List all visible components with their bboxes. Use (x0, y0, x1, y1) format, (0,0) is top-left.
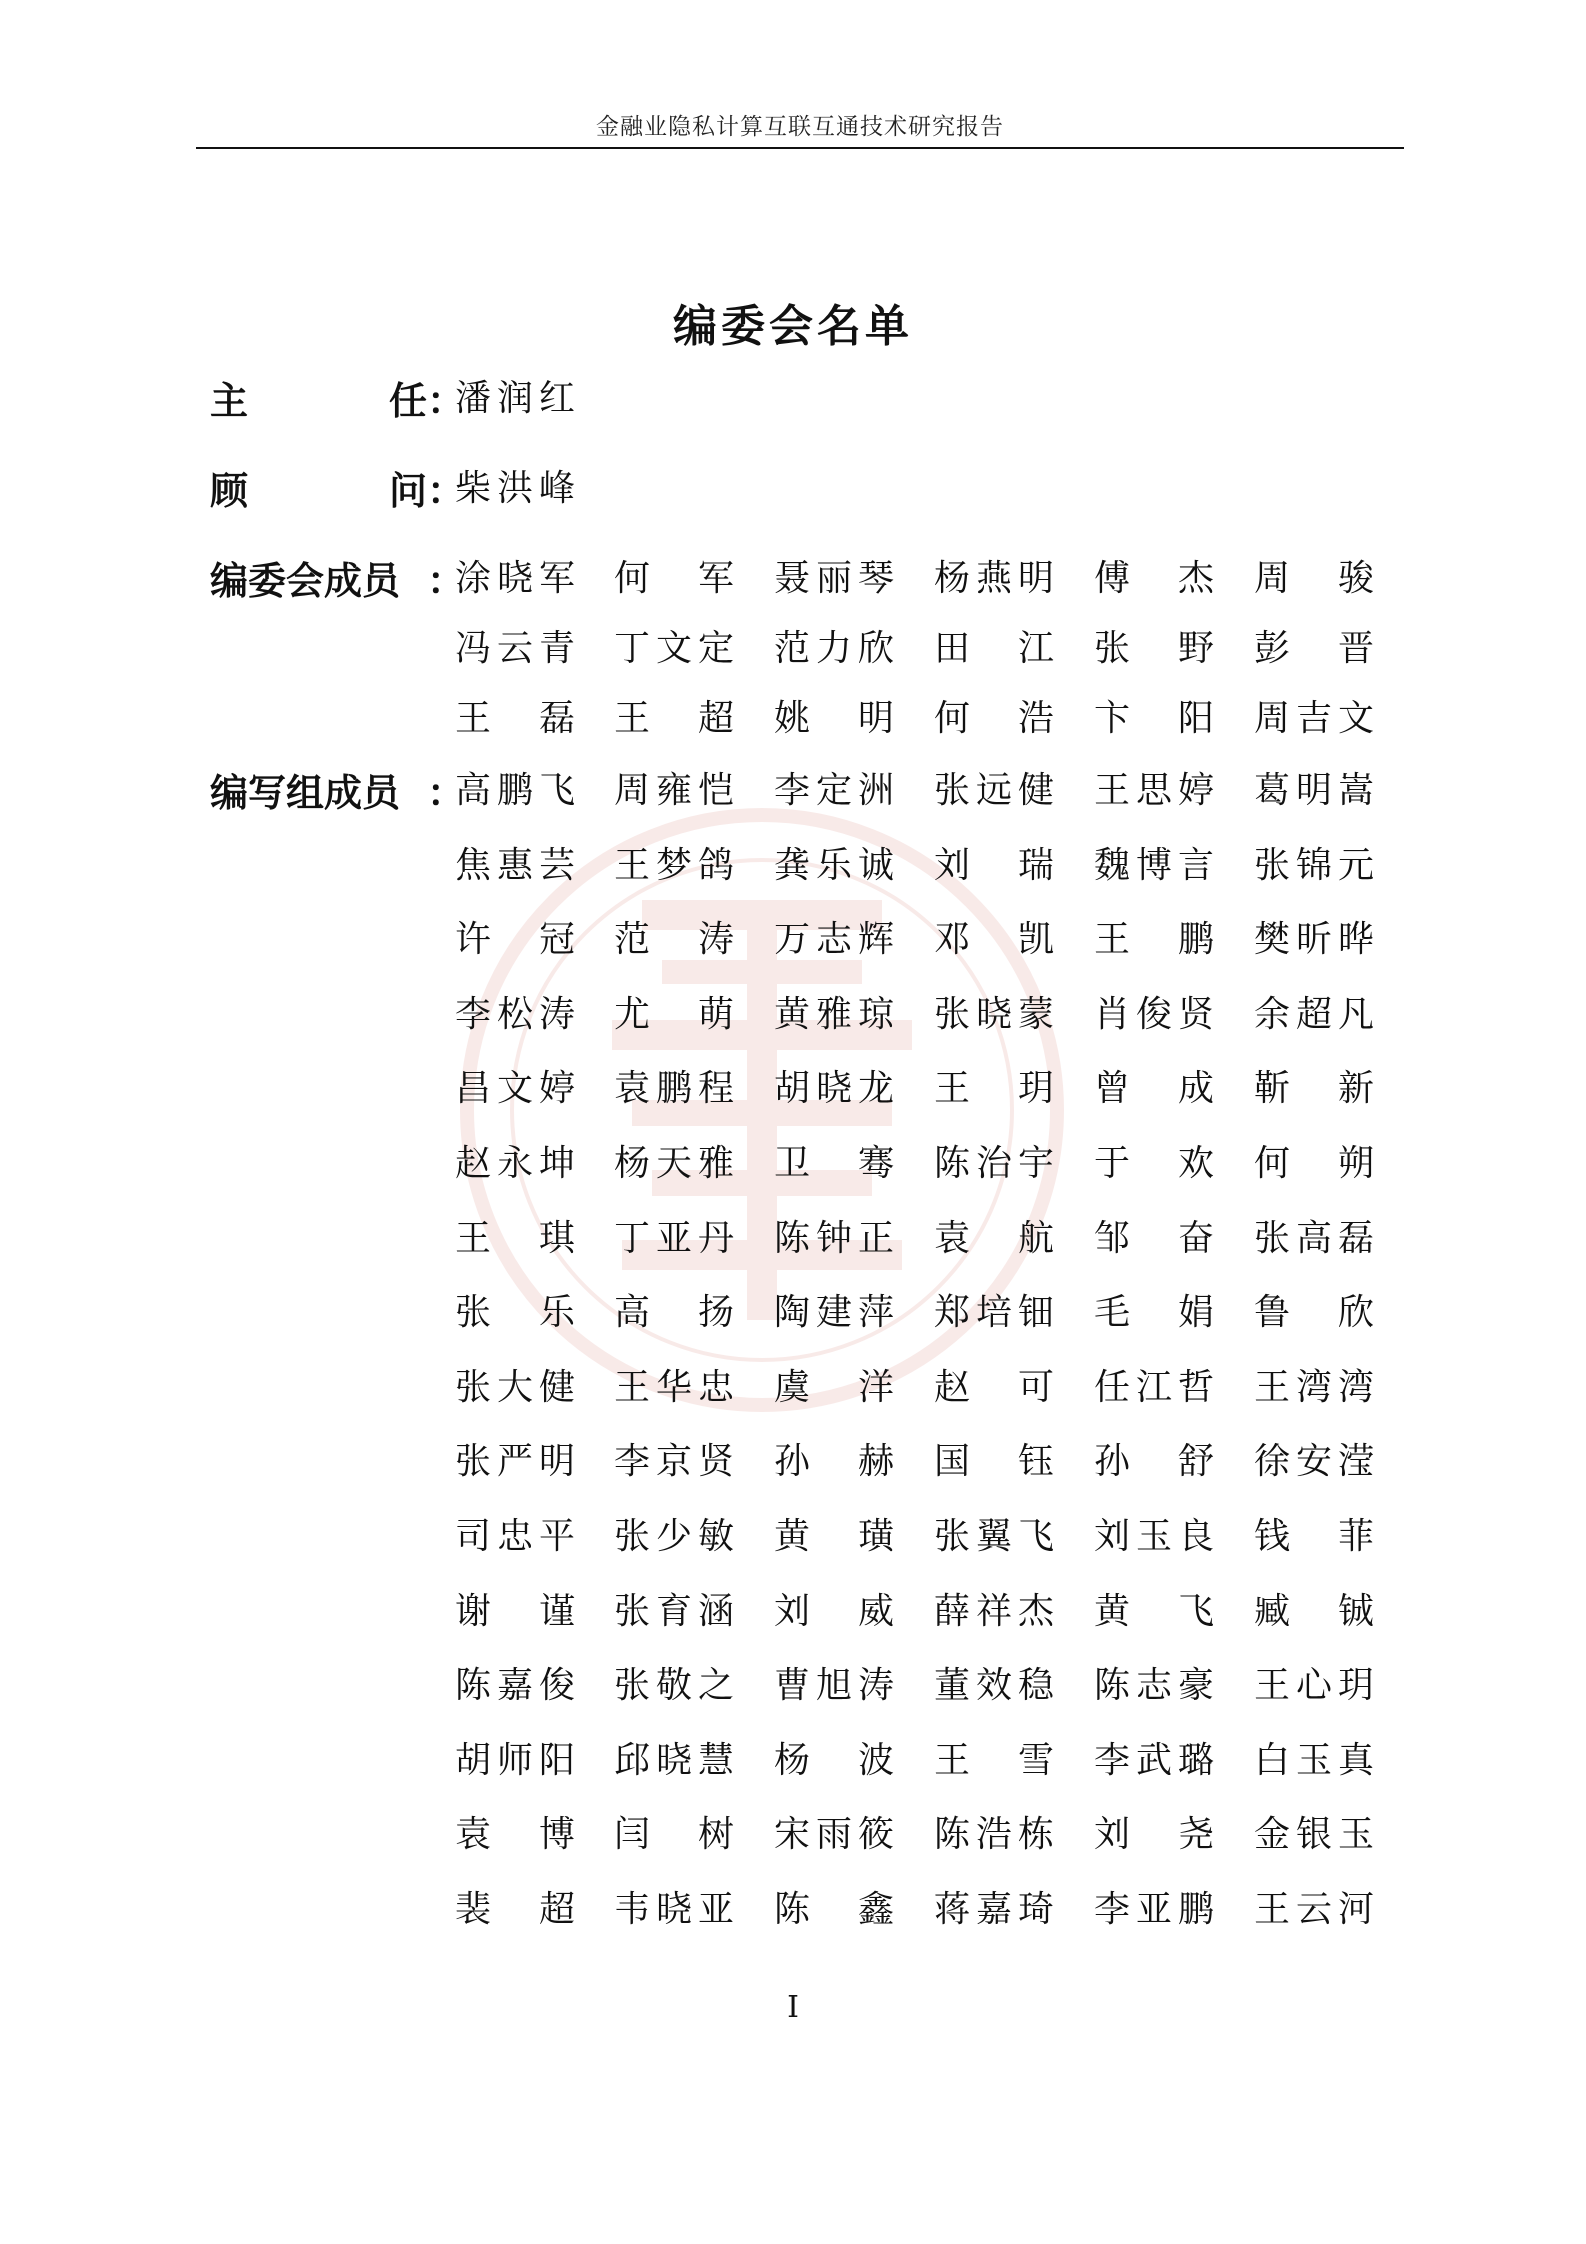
writer-member-name: 张 乐 (455, 1292, 575, 1334)
writer-member-name: 张远健 (934, 770, 1054, 811)
committee-member-name: 姚 明 (774, 698, 894, 739)
committee-member-name: 张 野 (1094, 628, 1214, 669)
writer-member-name: 张育涵 (614, 1590, 734, 1632)
writer-member-name: 张少敏 (614, 1516, 734, 1557)
writer-member-name: 葛明嵩 (1254, 770, 1374, 811)
writer-member-name: 钱 菲 (1254, 1516, 1374, 1557)
writer-member-name: 李松涛 (455, 993, 575, 1035)
writer-member-name: 邱晓慧 (614, 1739, 734, 1781)
writer-member-name: 毛 娟 (1094, 1292, 1214, 1334)
committee-member-name: 王 超 (614, 698, 734, 739)
writer-member-name: 郑培钿 (934, 1292, 1054, 1334)
writer-member-name: 昌文婷 (455, 1068, 575, 1110)
committee-member-name: 彭 晋 (1254, 628, 1374, 669)
writer-member-name: 王 玥 (934, 1068, 1054, 1110)
writer-member-name: 尤 萌 (614, 993, 734, 1035)
writer-member-name: 李亚鹏 (1094, 1889, 1214, 1930)
writer-member-name: 赵 可 (934, 1366, 1054, 1408)
writer-member-name: 何 朔 (1254, 1143, 1374, 1184)
writer-member-name: 高鹏飞 (455, 770, 575, 811)
writer-member-name: 李京贤 (614, 1441, 734, 1483)
director-name: 潘润红 (455, 378, 575, 419)
writer-member-name: 邹 奋 (1094, 1217, 1214, 1259)
writer-member-name: 丁亚丹 (614, 1217, 734, 1259)
writer-member-name: 范 涛 (614, 919, 734, 961)
writer-member-name: 孙 赫 (774, 1441, 894, 1483)
writer-member-name: 司忠平 (455, 1516, 575, 1557)
writer-member-name: 董效稳 (934, 1665, 1054, 1707)
committee-member-name: 聂丽琴 (774, 558, 894, 599)
writer-member-name: 卫 骞 (774, 1143, 894, 1184)
writer-member-name: 李武璐 (1094, 1739, 1214, 1781)
writer-member-name: 靳 新 (1254, 1068, 1374, 1110)
committee-member-name: 周 骏 (1254, 558, 1374, 599)
writer-member-name: 薛祥杰 (934, 1590, 1054, 1632)
committee-member-name: 涂晓军 (455, 558, 575, 599)
writer-member-name: 谢 谨 (455, 1590, 575, 1632)
writer-member-name: 余超凡 (1254, 993, 1374, 1035)
writer-member-name: 徐安滢 (1254, 1441, 1374, 1483)
committee-member-name: 何 浩 (934, 698, 1054, 739)
writer-member-name: 蒋嘉琦 (934, 1889, 1054, 1930)
writer-member-name: 陈嘉俊 (455, 1665, 575, 1707)
writer-member-name: 黄 璜 (774, 1516, 894, 1557)
writer-member-name: 裴 超 (455, 1889, 575, 1930)
committee-member-name: 卞 阳 (1094, 698, 1214, 739)
writer-member-name: 肖俊贤 (1094, 993, 1214, 1035)
writer-member-name: 刘玉良 (1094, 1516, 1214, 1557)
writer-member-name: 龚乐诚 (774, 844, 894, 886)
committee-member-name: 傅 杰 (1094, 558, 1214, 599)
writer-member-name: 邓 凯 (934, 919, 1054, 961)
writer-member-name: 刘 威 (774, 1590, 894, 1632)
committee-label: 编委会成员 ： (210, 559, 466, 603)
committee-member-name: 冯云青 (455, 628, 575, 669)
writer-member-name: 黄 飞 (1094, 1590, 1214, 1632)
page-header: 金融业隐私计算互联互通技术研究报告 (596, 114, 1004, 140)
writer-member-name: 王云河 (1254, 1889, 1374, 1930)
writer-member-name: 张翼飞 (934, 1516, 1054, 1557)
writer-member-name: 陈浩栋 (934, 1814, 1054, 1856)
writer-member-name: 张敬之 (614, 1665, 734, 1707)
writer-member-name: 闫 树 (614, 1814, 734, 1856)
director-label: 主 任 ： (210, 379, 466, 423)
advisor-name: 柴洪峰 (455, 468, 575, 509)
committee-member-name: 田 江 (934, 628, 1054, 669)
writer-member-name: 焦惠芸 (455, 844, 575, 886)
writer-member-name: 袁鹏程 (614, 1068, 734, 1110)
writer-member-name: 陈 鑫 (774, 1889, 894, 1930)
writer-member-name: 王湾湾 (1254, 1366, 1374, 1408)
writer-member-name: 于 欢 (1094, 1143, 1214, 1184)
writer-member-name: 宋雨筱 (774, 1814, 894, 1856)
writer-member-name: 王心玥 (1254, 1665, 1374, 1707)
writer-member-name: 王华忠 (614, 1366, 734, 1408)
writer-member-name: 虞 洋 (774, 1366, 894, 1408)
writer-member-name: 杨 波 (774, 1739, 894, 1781)
writer-member-name: 张晓蒙 (934, 993, 1054, 1035)
writer-member-name: 胡晓龙 (774, 1068, 894, 1110)
writer-member-name: 陈钟正 (774, 1217, 894, 1259)
writer-member-name: 张锦元 (1254, 844, 1374, 886)
writer-member-name: 任江哲 (1094, 1366, 1214, 1408)
writer-member-name: 杨天雅 (614, 1143, 734, 1184)
page-title: 编委会名单 (673, 301, 913, 352)
writer-member-name: 白玉真 (1254, 1739, 1374, 1781)
writer-member-name: 王思婷 (1094, 770, 1214, 811)
writer-member-name: 袁 航 (934, 1217, 1054, 1259)
writer-member-name: 王 琪 (455, 1217, 575, 1259)
writer-member-name: 金银玉 (1254, 1814, 1374, 1856)
writer-member-name: 王梦鸽 (614, 844, 734, 886)
writer-member-name: 国 钰 (934, 1441, 1054, 1483)
writer-member-name: 鲁 欣 (1254, 1292, 1374, 1334)
writer-member-name: 胡师阳 (455, 1739, 575, 1781)
writer-member-name: 韦晓亚 (614, 1889, 734, 1930)
writer-member-name: 王 雪 (934, 1739, 1054, 1781)
writer-member-name: 曹旭涛 (774, 1665, 894, 1707)
writer-member-name: 张严明 (455, 1441, 575, 1483)
writer-member-name: 陶建萍 (774, 1292, 894, 1334)
writer-member-name: 孙 舒 (1094, 1441, 1214, 1483)
writer-member-name: 刘 瑞 (934, 844, 1054, 886)
writer-member-name: 李定洲 (774, 770, 894, 811)
writer-member-name: 臧 铖 (1254, 1590, 1374, 1632)
committee-member-name: 周吉文 (1254, 698, 1374, 739)
writer-member-name: 刘 尧 (1094, 1814, 1214, 1856)
committee-member-name: 范力欣 (774, 628, 894, 669)
committee-member-name: 丁文定 (614, 628, 734, 669)
writer-member-name: 樊昕晔 (1254, 919, 1374, 961)
writer-member-name: 张高磊 (1254, 1217, 1374, 1259)
advisor-label: 顾 问 ： (210, 469, 466, 513)
writer-member-name: 陈治宇 (934, 1143, 1054, 1184)
writer-member-name: 赵永坤 (455, 1143, 575, 1184)
writer-member-name: 王 鹏 (1094, 919, 1214, 961)
writer-member-name: 许 冠 (455, 919, 575, 961)
page-number: I (787, 1990, 799, 2025)
committee-member-name: 王 磊 (455, 698, 575, 739)
writer-member-name: 袁 博 (455, 1814, 575, 1856)
committee-member-name: 何 军 (614, 558, 734, 599)
writer-member-name: 陈志豪 (1094, 1665, 1214, 1707)
writer-member-name: 周雍恺 (614, 770, 734, 811)
writer-member-name: 万志辉 (774, 919, 894, 961)
writer-member-name: 黄雅琼 (774, 993, 894, 1035)
writer-member-name: 曾 成 (1094, 1068, 1214, 1110)
committee-member-name: 杨燕明 (934, 558, 1054, 599)
writer-member-name: 高 扬 (614, 1292, 734, 1334)
writers-label: 编写组成员 ： (210, 771, 466, 815)
writer-member-name: 魏博言 (1094, 844, 1214, 886)
header-rule (196, 147, 1404, 149)
writer-member-name: 张大健 (455, 1366, 575, 1408)
